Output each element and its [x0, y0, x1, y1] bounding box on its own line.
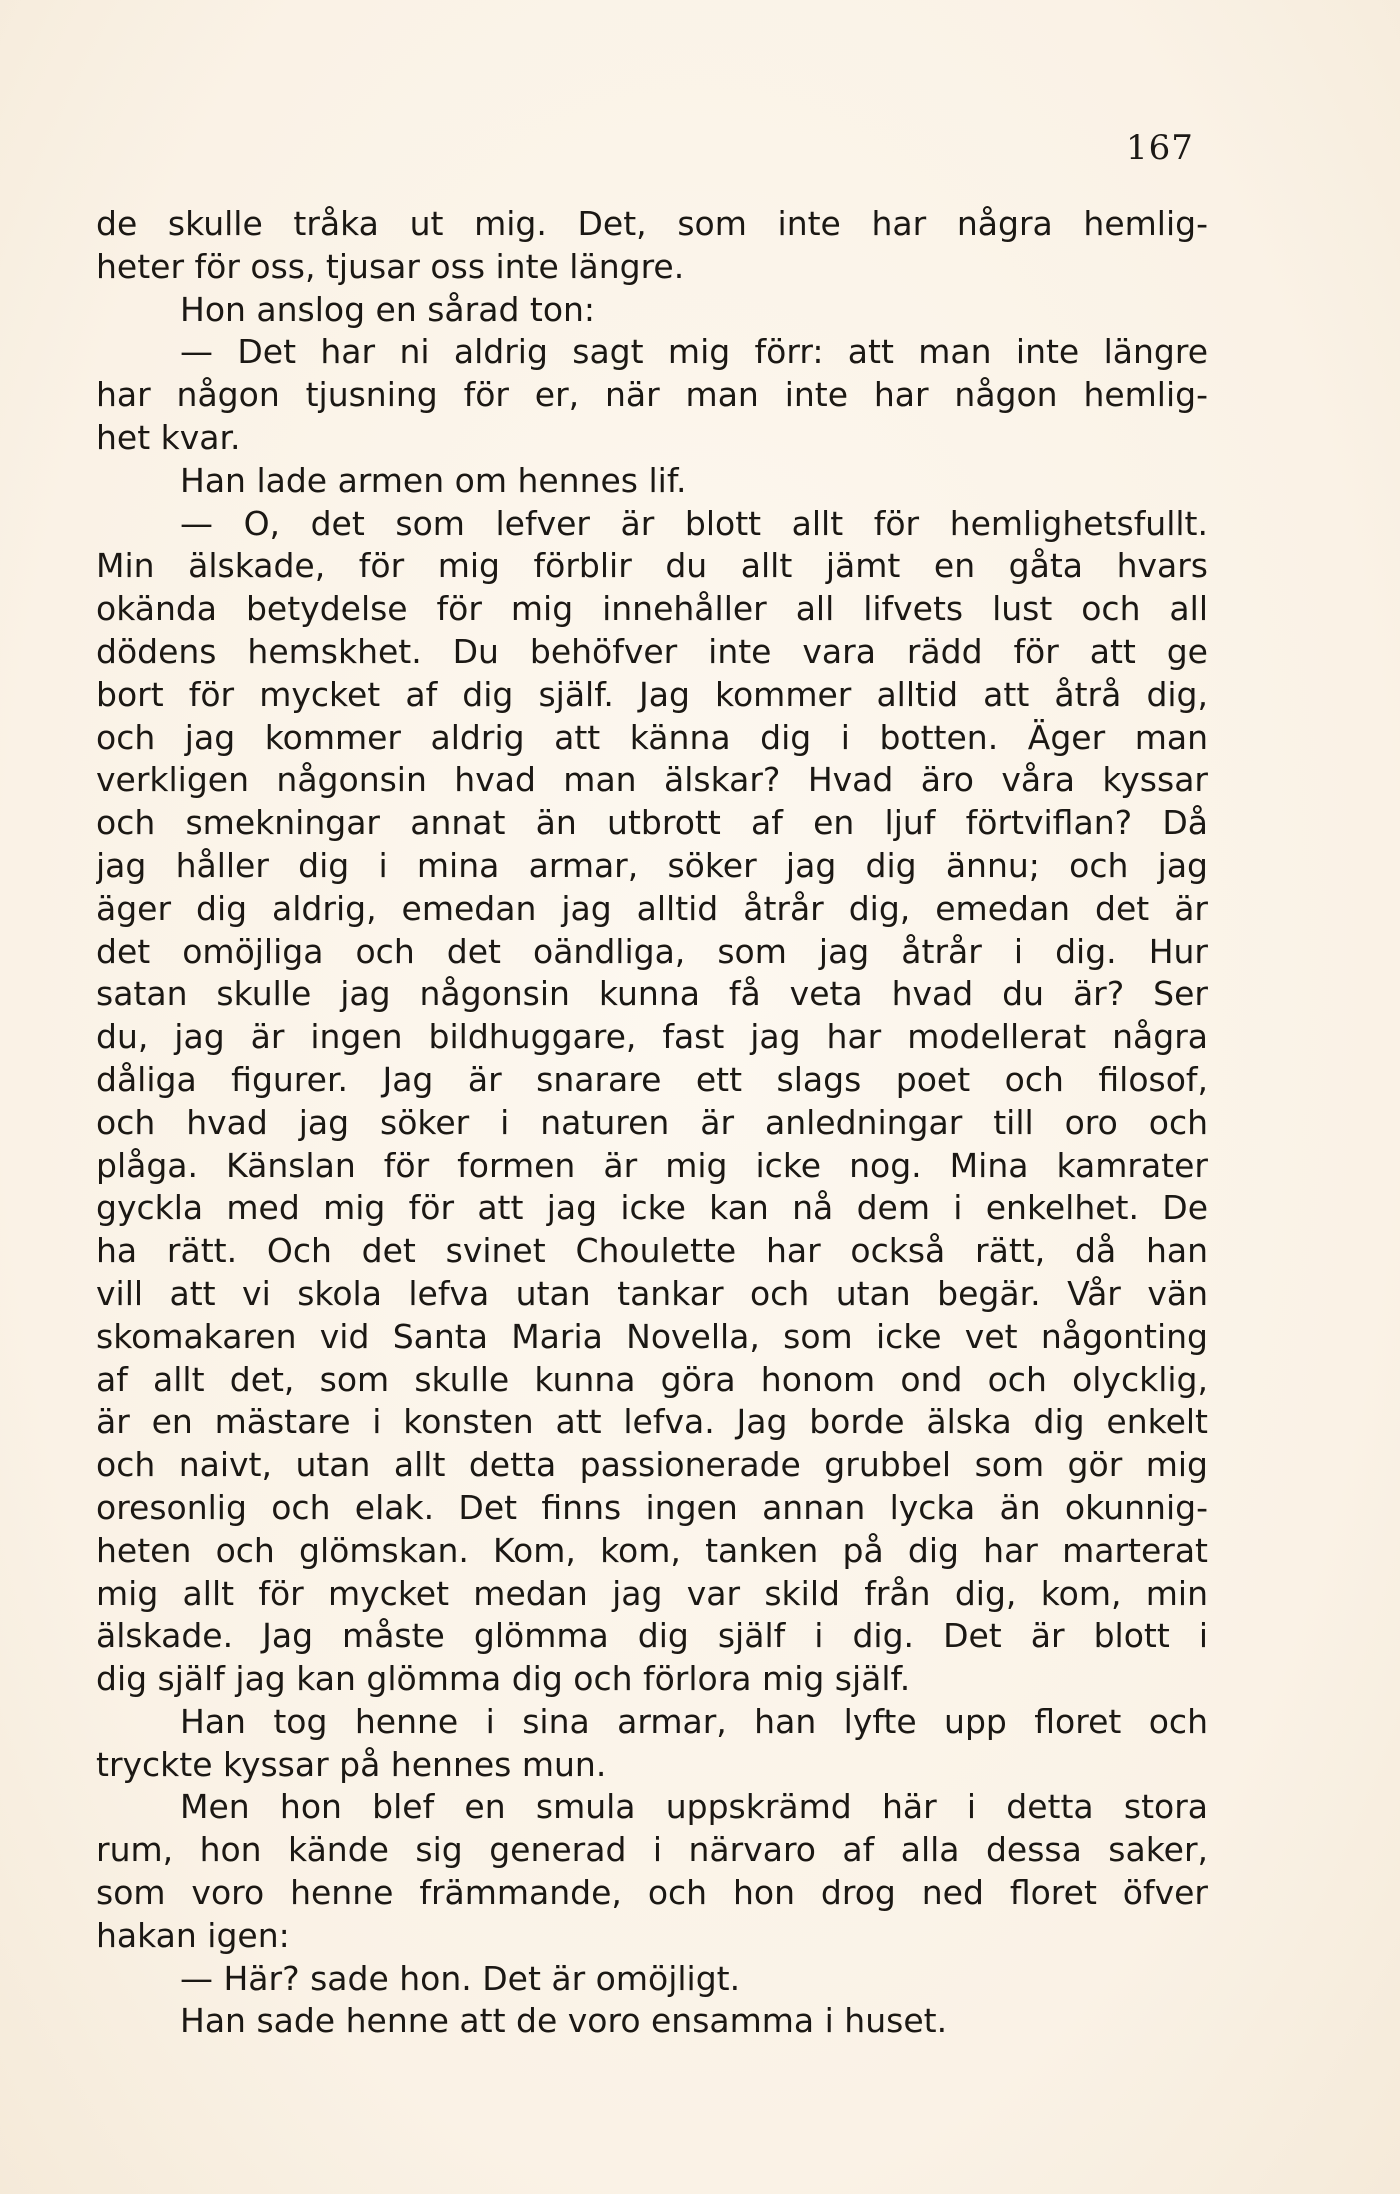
text-line: och jag kommer aldrig att känna dig i botten. Äger man	[96, 717, 1208, 757]
text-line: Han sade henne att de voro ensamma i huset.	[180, 2001, 948, 2041]
text-line: bort för mycket af dig själf. Jag kommer alltid att åtrå dig,	[96, 674, 1208, 714]
text-line: — O, det som lefver är blott allt för hemlighetsfullt.	[180, 503, 1208, 543]
text-line: Min älskade, för mig förblir du allt jämt en gåta hvars	[96, 546, 1208, 586]
text-line: Hon anslog en sårad ton:	[180, 289, 596, 329]
text-line: satan skulle jag någonsin kunna få veta hvad du är? Ser	[96, 974, 1208, 1014]
text-line: det omöjliga och det oändliga, som jag åtrår i dig. Hur	[96, 931, 1208, 971]
text-line: som voro henne främmande, och hon drog ned floret öfver	[96, 1873, 1208, 1913]
text-line: plåga. Känslan för formen är mig icke nog. Mina kamrater	[96, 1145, 1208, 1185]
text-line: gyckla med mig för att jag icke kan nå dem i enkelhet. De	[96, 1188, 1208, 1228]
text-line: het kvar.	[96, 417, 241, 457]
text-line: älskade. Jag måste glömma dig själf i dig. Det är blott i	[96, 1616, 1208, 1656]
text-line: verkligen någonsin hvad man älskar? Hvad äro våra kyssar	[96, 760, 1208, 800]
text-line: heter för oss, tjusar oss inte längre.	[96, 246, 685, 286]
text-line: är en mästare i konsten att lefva. Jag borde älska dig enkelt	[96, 1402, 1208, 1442]
text-line: — Här? sade hon. Det är omöjligt.	[180, 1958, 741, 1998]
text-line: vill att vi skola lefva utan tankar och utan begär. Vår vän	[96, 1273, 1208, 1313]
text-line: hakan igen:	[96, 1915, 290, 1955]
text-line: och hvad jag söker i naturen är anledningar till oro och	[96, 1102, 1208, 1142]
text-line: — Det har ni aldrig sagt mig förr: att man inte längre	[180, 332, 1208, 372]
text-line: dödens hemskhet. Du behöfver inte vara rädd för att ge	[96, 631, 1208, 671]
text-line: heten och glömskan. Kom, kom, tanken på dig har marterat	[96, 1530, 1208, 1570]
text-line: du, jag är ingen bildhuggare, fast jag har modellerat några	[96, 1017, 1208, 1057]
text-line: dåliga figurer. Jag är snarare ett slags poet och filosof,	[96, 1059, 1208, 1099]
body-text	[96, 203, 1208, 2043]
text-line: skomakaren vid Santa Maria Novella, som icke vet någonting	[96, 1316, 1208, 1356]
text-line: har någon tjusning för er, när man inte har någon hemlig-	[96, 375, 1208, 415]
text-line: och naivt, utan allt detta passionerade grubbel som gör mig	[96, 1445, 1208, 1485]
text-line: Men hon blef en smula uppskrämd här i detta stora	[180, 1787, 1208, 1827]
text-line: okända betydelse för mig innehåller all lifvets lust och all	[96, 589, 1208, 629]
page-number: 167	[1126, 128, 1194, 168]
text-line: tryckte kyssar på hennes mun.	[96, 1744, 607, 1784]
text-line: de skulle tråka ut mig. Det, som inte har några hemlig-	[96, 204, 1208, 243]
text-line: mig allt för mycket medan jag var skild från dig, kom, min	[96, 1573, 1208, 1613]
text-line: jag håller dig i mina armar, söker jag dig ännu; och jag	[96, 845, 1208, 885]
text-line: rum, hon kände sig generad i närvaro af alla dessa saker,	[96, 1830, 1208, 1870]
text-line: af allt det, som skulle kunna göra honom ond och olycklig,	[96, 1359, 1208, 1399]
text-line: oresonlig och elak. Det finns ingen annan lycka än okunnig-	[96, 1487, 1208, 1527]
text-line: och smekningar annat än utbrott af en ljuf förtviflan? Då	[96, 803, 1208, 843]
text-line: äger dig aldrig, emedan jag alltid åtrår dig, emedan det är	[96, 888, 1208, 928]
text-line: Han tog henne i sina armar, han lyfte upp floret och	[180, 1701, 1208, 1741]
text-line: Han lade armen om hennes lif.	[180, 460, 687, 500]
text-line: ha rätt. Och det svinet Choulette har också rätt, då han	[96, 1231, 1208, 1271]
text-line: dig själf jag kan glömma dig och förlora mig själf.	[96, 1659, 911, 1699]
